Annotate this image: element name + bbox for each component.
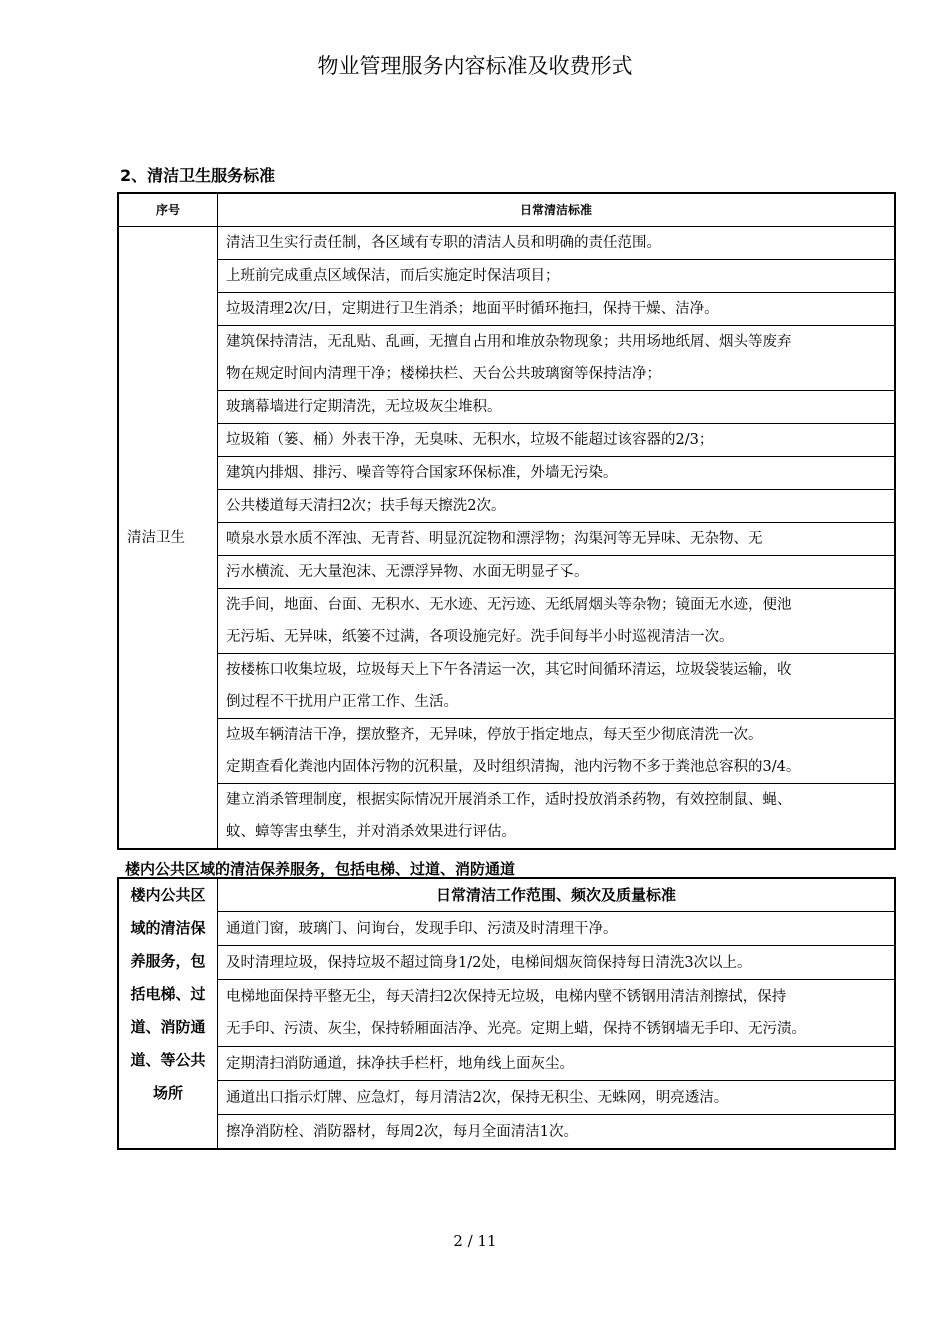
table-row [118, 490, 895, 523]
category-line: 楼内公共区 [130, 886, 206, 904]
page-header-title: 物业管理服务内容标准及收费形式 [317, 54, 633, 78]
public-area-table [117, 877, 896, 1150]
section-title: 2、清洁卫生服务标准 [120, 166, 276, 185]
page-number: 2 / 11 [453, 1232, 497, 1250]
column-header-scope: 日常清洁工作范围、频次及质量标准 [218, 878, 896, 912]
table-row [118, 523, 895, 556]
line: 建立消杀管理制度，根据实际情况开展消杀工作，适时投放消杀药物，有效控制鼠、蝇、 [226, 792, 792, 808]
line: 无污垢、无异味，纸篓不过满，各项设施完好。洗手间每半小时巡视清洁一次。 [226, 629, 734, 645]
standard-cell: 通道门窗，玻璃门、问询台，发现手印、污渍及时清理干净。 [218, 912, 896, 946]
line: 倒过程不干扰用户正常工作、生活。 [226, 694, 458, 710]
standard-cell [218, 784, 896, 850]
table-row [118, 391, 895, 424]
standard-cell: 垃圾箱（篓、桶）外表干净，无臭味、无积水，垃圾不能超过该容器的2/3； [218, 424, 896, 457]
standard-cell: 喷泉水景水质不浑浊、无青苔、明显沉淀物和漂浮物；沟渠河等无异味、无杂物、无 [218, 523, 896, 556]
table-header-row [118, 878, 895, 912]
standard-cell [218, 589, 896, 654]
category-line: 道、消防通 [130, 1018, 206, 1036]
standard-cell: 通道出口指示灯牌、应急灯，每月清洁2次，保持无积尘、无蛛网，明亮透洁。 [218, 1081, 896, 1115]
line: 物在规定时间内清理干净；楼梯扶栏、天台公共玻璃窗等保持洁净； [226, 366, 661, 382]
table-header-row [118, 193, 895, 227]
cleaning-standards-table [117, 192, 896, 850]
table-row [118, 912, 895, 946]
table-row [118, 946, 895, 980]
standard-cell: 擦净消防栓、消防器材，每周2次，每月全面清洁1次。 [218, 1115, 896, 1150]
standard-cell: 上班前完成重点区域保洁，而后实施定时保洁项目； [218, 260, 896, 293]
column-header-number: 序号 [118, 193, 218, 227]
standard-cell [218, 719, 896, 784]
standard-cell: 清洁卫生实行责任制，各区域有专职的清洁人员和明确的责任范围。 [218, 227, 896, 260]
table-row [118, 784, 895, 850]
standard-cell: 公共楼道每天清扫2次；扶手每天擦洗2次。 [218, 490, 896, 523]
line: 定期查看化粪池内固体污物的沉积量，及时组织清掏，池内污物不多于粪池总容积的3/4。 [226, 759, 801, 775]
line: 垃圾车辆清洁干净，摆放整齐，无异味，停放于指定地点，每天至少彻底清洗一次。 [226, 727, 763, 743]
table-row [118, 457, 895, 490]
standard-cell [218, 326, 896, 391]
table-row [118, 980, 895, 1047]
line: 无手印、污渍、灰尘，保持轿厢面洁净、光亮。定期上蜡，保持不锈钢墙无手印、无污渍。 [226, 1021, 806, 1037]
table-row [118, 260, 895, 293]
table-row [118, 1081, 895, 1115]
standard-cell: 定期清扫消防通道，抹净扶手栏杆，地角线上面灰尘。 [218, 1047, 896, 1081]
category-cell: 清洁卫生 [118, 227, 218, 850]
category-line: 域的清洁保 [130, 919, 206, 937]
table-row [118, 1115, 895, 1150]
line: 蚊、蟑等害虫孳生，并对消杀效果进行评估。 [226, 824, 516, 840]
column-header-standard: 日常清洁标准 [218, 193, 896, 227]
line: 按楼栋口收集垃圾，垃圾每天上下午各清运一次，其它时间循环清运，垃圾袋装运输，收 [226, 662, 792, 678]
standard-cell: 建筑内排烟、排污、噪音等符合国家环保标准，外墙无污染。 [218, 457, 896, 490]
table-row [118, 654, 895, 719]
category-line: 括电梯、过 [130, 985, 206, 1003]
standard-cell [218, 654, 896, 719]
category-cell [118, 878, 218, 1149]
table-row [118, 556, 895, 589]
standard-cell: 污水横流、无大量泡沫、无漂浮异物、水面无明显孑孓。 [218, 556, 896, 589]
table-row [118, 719, 895, 784]
standard-cell [218, 980, 896, 1047]
table-row [118, 1047, 895, 1081]
line: 电梯地面保持平整无尘，每天清扫2次保持无垃圾，电梯内壁不锈钢用清洁剂擦拭，保持 [226, 989, 787, 1005]
category-line: 养服务，包 [130, 952, 206, 970]
table-row [118, 589, 895, 654]
standard-cell: 垃圾清理2次/日，定期进行卫生消杀；地面平时循环拖扫，保持干燥、洁净。 [218, 293, 896, 326]
table-row [118, 293, 895, 326]
line: 建筑保持清洁，无乱贴、乱画，无擅自占用和堆放杂物现象；共用场地纸屑、烟头等废弃 [226, 334, 792, 350]
table-row [118, 326, 895, 391]
category-line: 道、等公共 [130, 1051, 206, 1069]
public-area-subtitle: 楼内公共区域的清洁保养服务，包括电梯、过道、消防通道 [125, 860, 516, 878]
category-line: 场所 [152, 1084, 183, 1102]
line: 洗手间，地面、台面、无积水、无水迹、无污迹、无纸屑烟头等杂物；镜面无水迹，便池 [226, 597, 792, 613]
table-row [118, 424, 895, 457]
standard-cell: 及时清理垃圾，保持垃圾不超过筒身1/2处，电梯间烟灰筒保持每日清洗3次以上。 [218, 946, 896, 980]
table-row [118, 227, 895, 260]
standard-cell: 玻璃幕墙进行定期清洗，无垃圾灰尘堆积。 [218, 391, 896, 424]
